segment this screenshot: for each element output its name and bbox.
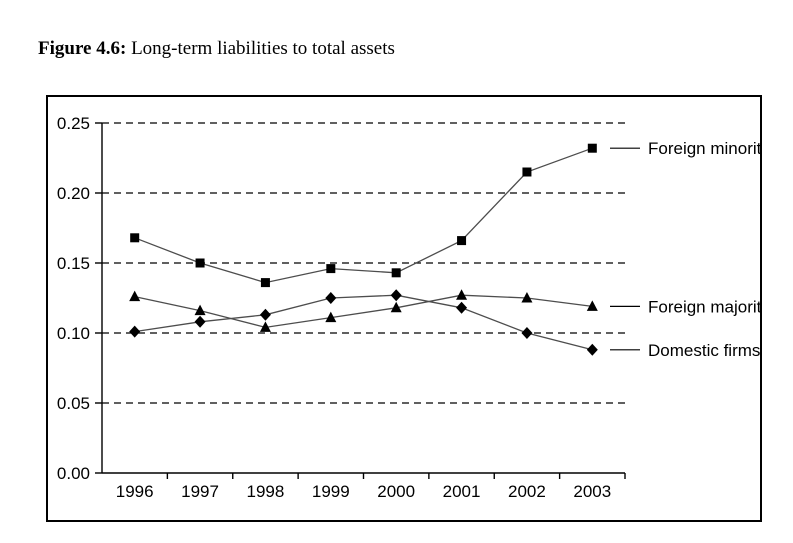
y-tick-label: 0.15 (56, 254, 90, 273)
triangle-marker-foreign-majority (129, 291, 140, 302)
line-chart (48, 97, 760, 520)
chart-frame (46, 95, 762, 522)
y-tick-label: 0.20 (56, 184, 90, 203)
diamond-marker-domestic-firms (456, 302, 467, 314)
diamond-marker-domestic-firms (260, 309, 271, 321)
figure-number: Figure 4.6: (38, 38, 127, 59)
square-marker-foreign-minority (392, 268, 401, 277)
diamond-marker-domestic-firms (587, 344, 598, 356)
x-tick-label: 1998 (246, 482, 285, 501)
square-marker-foreign-minority (522, 168, 531, 177)
legend-label-foreign-minority: Foreign minority (648, 139, 760, 159)
y-tick-label: 0.25 (56, 114, 90, 133)
square-marker-foreign-minority (326, 264, 335, 273)
diamond-marker-domestic-firms (195, 316, 206, 328)
diamond-marker-domestic-firms (391, 289, 402, 301)
figure-title (38, 38, 395, 61)
square-marker-foreign-minority (261, 278, 270, 287)
square-marker-foreign-minority (196, 259, 205, 268)
x-tick-label: 1997 (181, 482, 219, 501)
y-tick-label: 0.05 (56, 394, 90, 413)
figure-caption: Long-term liabilities to total assets (126, 38, 395, 59)
y-tick-label: 0.10 (56, 324, 90, 343)
x-tick-label: 2001 (442, 482, 481, 501)
y-tick-label: 0.00 (56, 464, 90, 483)
square-marker-foreign-minority (457, 236, 466, 245)
diamond-marker-domestic-firms (521, 327, 532, 339)
square-marker-foreign-minority (588, 144, 597, 153)
diamond-marker-domestic-firms (129, 326, 140, 338)
legend-label-domestic-firms: Domestic firms (648, 340, 760, 360)
square-marker-foreign-minority (130, 233, 139, 242)
x-tick-label: 2000 (377, 482, 416, 501)
x-tick-label: 2002 (508, 482, 546, 501)
diamond-marker-domestic-firms (325, 292, 336, 304)
x-tick-label: 2003 (573, 482, 612, 501)
x-tick-label: 1999 (311, 482, 350, 501)
legend-label-foreign-majority: Foreign majority (648, 297, 760, 317)
x-tick-label: 1996 (115, 482, 154, 501)
triangle-marker-foreign-majority (456, 289, 467, 300)
